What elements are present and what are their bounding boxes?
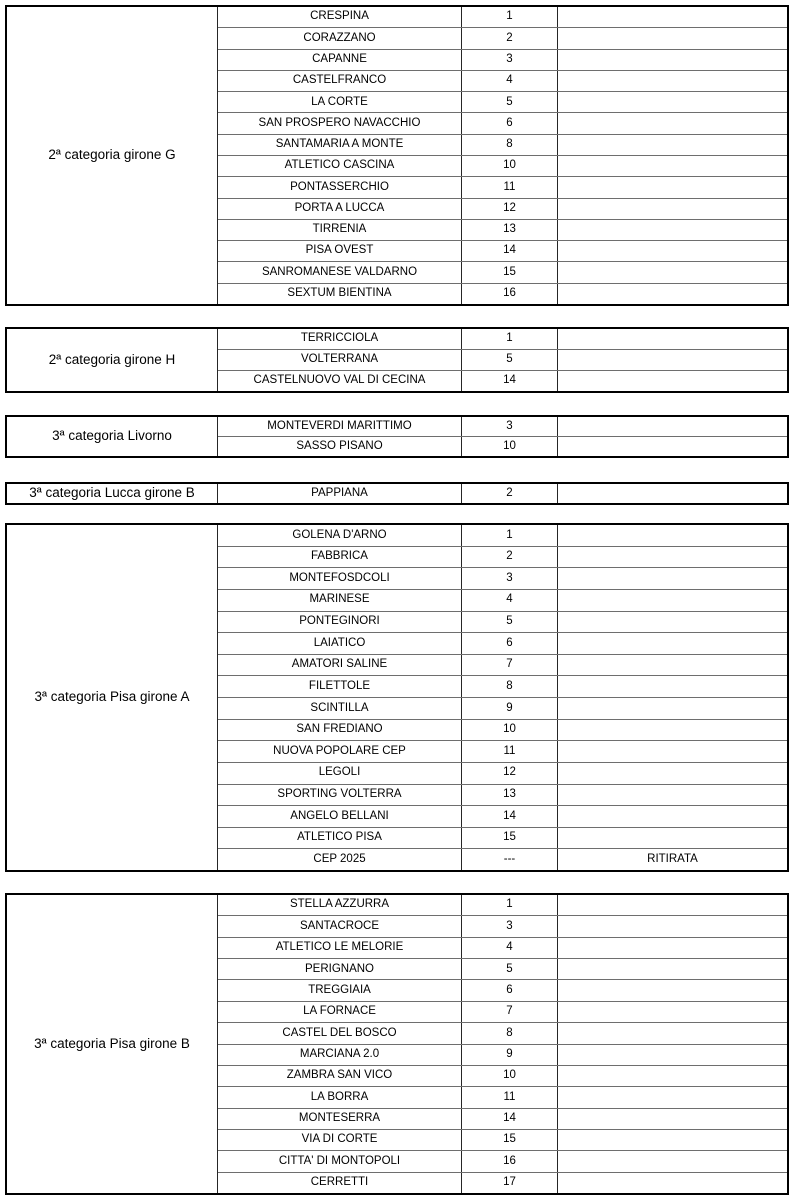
status-cell [558, 741, 787, 762]
team-cell: PONTASSERCHIO [218, 177, 462, 197]
status-cell [558, 371, 787, 391]
status-cell [558, 676, 787, 697]
number-cell: 13 [462, 785, 558, 806]
table-row [218, 329, 787, 350]
number-cell: 11 [462, 1087, 558, 1107]
team-cell: CASTELNUOVO VAL DI CECINA [218, 371, 462, 391]
team-cell: CITTA' DI MONTOPOLI [218, 1151, 462, 1171]
team-cell: LEGOLI [218, 763, 462, 784]
team-cell: PISA OVEST [218, 241, 462, 261]
team-rows [218, 484, 787, 503]
number-cell: --- [462, 849, 558, 870]
table-row [218, 720, 787, 742]
status-cell [558, 28, 787, 48]
category-table [5, 5, 789, 306]
team-cell: SPORTING VOLTERRA [218, 785, 462, 806]
number-cell: 1 [462, 525, 558, 546]
status-cell [558, 895, 787, 915]
table-row [218, 156, 787, 177]
table-row [218, 417, 787, 437]
number-cell: 14 [462, 806, 558, 827]
number-cell: 15 [462, 1130, 558, 1150]
table-row [218, 50, 787, 71]
team-cell: MONTESERRA [218, 1109, 462, 1129]
team-rows [218, 525, 787, 870]
status-cell [558, 1173, 787, 1193]
table-row [218, 220, 787, 241]
team-cell: STELLA AZZURRA [218, 895, 462, 915]
category-label: 2ª categoria girone H [7, 329, 218, 391]
team-cell: MONTEFOSDCOLI [218, 568, 462, 589]
team-cell: NUOVA POPOLARE CEP [218, 741, 462, 762]
number-cell: 5 [462, 350, 558, 370]
number-cell: 10 [462, 156, 558, 176]
number-cell: 14 [462, 371, 558, 391]
team-rows [218, 895, 787, 1193]
category-label: 2ª categoria girone G [7, 7, 218, 304]
status-cell [558, 1023, 787, 1043]
number-cell: 1 [462, 329, 558, 349]
number-cell: 8 [462, 135, 558, 155]
team-cell: LA BORRA [218, 1087, 462, 1107]
status-cell [558, 938, 787, 958]
status-cell [558, 763, 787, 784]
number-cell: 2 [462, 484, 558, 503]
status-cell [558, 71, 787, 91]
status-cell [558, 417, 787, 436]
table-row [218, 92, 787, 113]
status-cell [558, 1002, 787, 1022]
status-cell [558, 350, 787, 370]
team-cell: CEP 2025 [218, 849, 462, 870]
status-cell [558, 329, 787, 349]
team-cell: SASSO PISANO [218, 437, 462, 456]
status-cell [558, 720, 787, 741]
table-row [218, 71, 787, 92]
team-cell: PONTEGINORI [218, 612, 462, 633]
status-cell [558, 698, 787, 719]
number-cell: 3 [462, 568, 558, 589]
status-cell [558, 1130, 787, 1150]
table-row [218, 484, 787, 503]
team-cell: GOLENA D'ARNO [218, 525, 462, 546]
number-cell: 14 [462, 1109, 558, 1129]
team-cell: MARINESE [218, 590, 462, 611]
number-cell: 12 [462, 763, 558, 784]
table-row [218, 959, 787, 980]
status-cell [558, 1087, 787, 1107]
team-cell: MONTEVERDI MARITTIMO [218, 417, 462, 436]
team-cell: ATLETICO CASCINA [218, 156, 462, 176]
status-cell [558, 525, 787, 546]
status-cell [558, 113, 787, 133]
status-cell [558, 547, 787, 568]
status-cell [558, 7, 787, 27]
status-cell [558, 633, 787, 654]
table-row [218, 849, 787, 870]
status-cell [558, 241, 787, 261]
status-cell [558, 284, 787, 304]
team-cell: AMATORI SALINE [218, 655, 462, 676]
team-cell: CORAZZANO [218, 28, 462, 48]
number-cell: 3 [462, 417, 558, 436]
status-cell [558, 612, 787, 633]
table-row [218, 763, 787, 785]
team-cell: ZAMBRA SAN VICO [218, 1066, 462, 1086]
table-row [218, 371, 787, 391]
team-cell: SCINTILLA [218, 698, 462, 719]
table-row [218, 938, 787, 959]
status-cell [558, 980, 787, 1000]
number-cell: 12 [462, 199, 558, 219]
number-cell: 11 [462, 741, 558, 762]
team-cell: TIRRENIA [218, 220, 462, 240]
team-cell: SANROMANESE VALDARNO [218, 262, 462, 282]
table-row [218, 828, 787, 850]
table-row [218, 698, 787, 720]
number-cell: 6 [462, 980, 558, 1000]
status-cell [558, 484, 787, 503]
status-cell [558, 916, 787, 936]
team-cell: CRESPINA [218, 7, 462, 27]
status-cell [558, 785, 787, 806]
number-cell: 11 [462, 177, 558, 197]
table-row [218, 980, 787, 1001]
team-rows [218, 417, 787, 456]
table-row [218, 113, 787, 134]
status-cell [558, 1045, 787, 1065]
team-cell: CASTEL DEL BOSCO [218, 1023, 462, 1043]
number-cell: 17 [462, 1173, 558, 1193]
team-cell: TERRICCIOLA [218, 329, 462, 349]
table-row [218, 28, 787, 49]
team-cell: FILETTOLE [218, 676, 462, 697]
team-rows [218, 329, 787, 391]
table-row [218, 590, 787, 612]
number-cell: 9 [462, 698, 558, 719]
number-cell: 15 [462, 828, 558, 849]
table-row [218, 437, 787, 456]
table-row [218, 1066, 787, 1087]
team-rows [218, 7, 787, 304]
team-cell: ATLETICO LE MELORIE [218, 938, 462, 958]
number-cell: 3 [462, 50, 558, 70]
table-row [218, 633, 787, 655]
team-cell: ANGELO BELLANI [218, 806, 462, 827]
number-cell: 5 [462, 959, 558, 979]
status-cell [558, 655, 787, 676]
status-cell [558, 806, 787, 827]
table-row [218, 916, 787, 937]
category-table [5, 482, 789, 505]
team-cell: PERIGNANO [218, 959, 462, 979]
status-cell [558, 262, 787, 282]
status-cell [558, 50, 787, 70]
team-cell: SANTACROCE [218, 916, 462, 936]
number-cell: 10 [462, 437, 558, 456]
team-cell: VIA DI CORTE [218, 1130, 462, 1150]
team-cell: LA FORNACE [218, 1002, 462, 1022]
table-row [218, 741, 787, 763]
category-table [5, 893, 789, 1195]
team-cell: LAIATICO [218, 633, 462, 654]
number-cell: 3 [462, 916, 558, 936]
table-row [218, 612, 787, 634]
table-row [218, 1023, 787, 1044]
number-cell: 8 [462, 676, 558, 697]
status-cell [558, 156, 787, 176]
status-cell [558, 1151, 787, 1171]
team-cell: SAN PROSPERO NAVACCHIO [218, 113, 462, 133]
number-cell: 1 [462, 895, 558, 915]
category-table [5, 327, 789, 393]
category-table [5, 523, 789, 872]
number-cell: 16 [462, 284, 558, 304]
number-cell: 4 [462, 71, 558, 91]
number-cell: 2 [462, 28, 558, 48]
category-label: 3ª categoria Livorno [7, 417, 218, 456]
number-cell: 13 [462, 220, 558, 240]
number-cell: 4 [462, 590, 558, 611]
table-row [218, 177, 787, 198]
team-cell: PORTA A LUCCA [218, 199, 462, 219]
number-cell: 2 [462, 547, 558, 568]
number-cell: 10 [462, 720, 558, 741]
table-row [218, 350, 787, 371]
team-cell: PAPPIANA [218, 484, 462, 503]
number-cell: 9 [462, 1045, 558, 1065]
team-cell: CASTELFRANCO [218, 71, 462, 91]
number-cell: 14 [462, 241, 558, 261]
table-row [218, 525, 787, 547]
table-row [218, 1087, 787, 1108]
status-cell [558, 220, 787, 240]
number-cell: 6 [462, 633, 558, 654]
table-row [218, 262, 787, 283]
table-row [218, 284, 787, 304]
status-cell [558, 828, 787, 849]
status-cell [558, 437, 787, 456]
team-cell: FABBRICA [218, 547, 462, 568]
status-cell [558, 959, 787, 979]
table-row [218, 1109, 787, 1130]
number-cell: 16 [462, 1151, 558, 1171]
status-cell [558, 1066, 787, 1086]
number-cell: 4 [462, 938, 558, 958]
table-row [218, 241, 787, 262]
table-row [218, 806, 787, 828]
team-cell: SANTAMARIA A MONTE [218, 135, 462, 155]
team-cell: SAN FREDIANO [218, 720, 462, 741]
table-row [218, 135, 787, 156]
status-cell: RITIRATA [647, 852, 698, 865]
team-cell: CERRETTI [218, 1173, 462, 1193]
category-label: 3ª categoria Lucca girone B [7, 484, 218, 503]
table-row [218, 7, 787, 28]
team-cell: MARCIANA 2.0 [218, 1045, 462, 1065]
team-cell: TREGGIAIA [218, 980, 462, 1000]
number-cell: 5 [462, 612, 558, 633]
status-cell [558, 177, 787, 197]
table-row [218, 676, 787, 698]
status-cell [558, 590, 787, 611]
status-cell [558, 135, 787, 155]
number-cell: 7 [462, 655, 558, 676]
team-cell: ATLETICO PISA [218, 828, 462, 849]
category-label: 3ª categoria Pisa girone B [7, 895, 218, 1193]
table-row [218, 895, 787, 916]
number-cell: 6 [462, 113, 558, 133]
category-table [5, 415, 789, 458]
table-row [218, 1151, 787, 1172]
table-row [218, 1002, 787, 1023]
team-cell: LA CORTE [218, 92, 462, 112]
number-cell: 7 [462, 1002, 558, 1022]
table-row [218, 1045, 787, 1066]
status-cell [558, 568, 787, 589]
status-cell [558, 92, 787, 112]
team-cell: VOLTERRANA [218, 350, 462, 370]
table-row [218, 1173, 787, 1193]
status-cell [558, 1109, 787, 1129]
category-label: 3ª categoria Pisa girone A [7, 525, 218, 870]
status-cell [558, 199, 787, 219]
number-cell: 5 [462, 92, 558, 112]
table-row [218, 1130, 787, 1151]
table-row [218, 655, 787, 677]
table-row [218, 785, 787, 807]
number-cell: 8 [462, 1023, 558, 1043]
team-cell: SEXTUM BIENTINA [218, 284, 462, 304]
team-cell: CAPANNE [218, 50, 462, 70]
table-row [218, 199, 787, 220]
number-cell: 1 [462, 7, 558, 27]
table-row [218, 547, 787, 569]
number-cell: 10 [462, 1066, 558, 1086]
number-cell: 15 [462, 262, 558, 282]
table-row [218, 568, 787, 590]
